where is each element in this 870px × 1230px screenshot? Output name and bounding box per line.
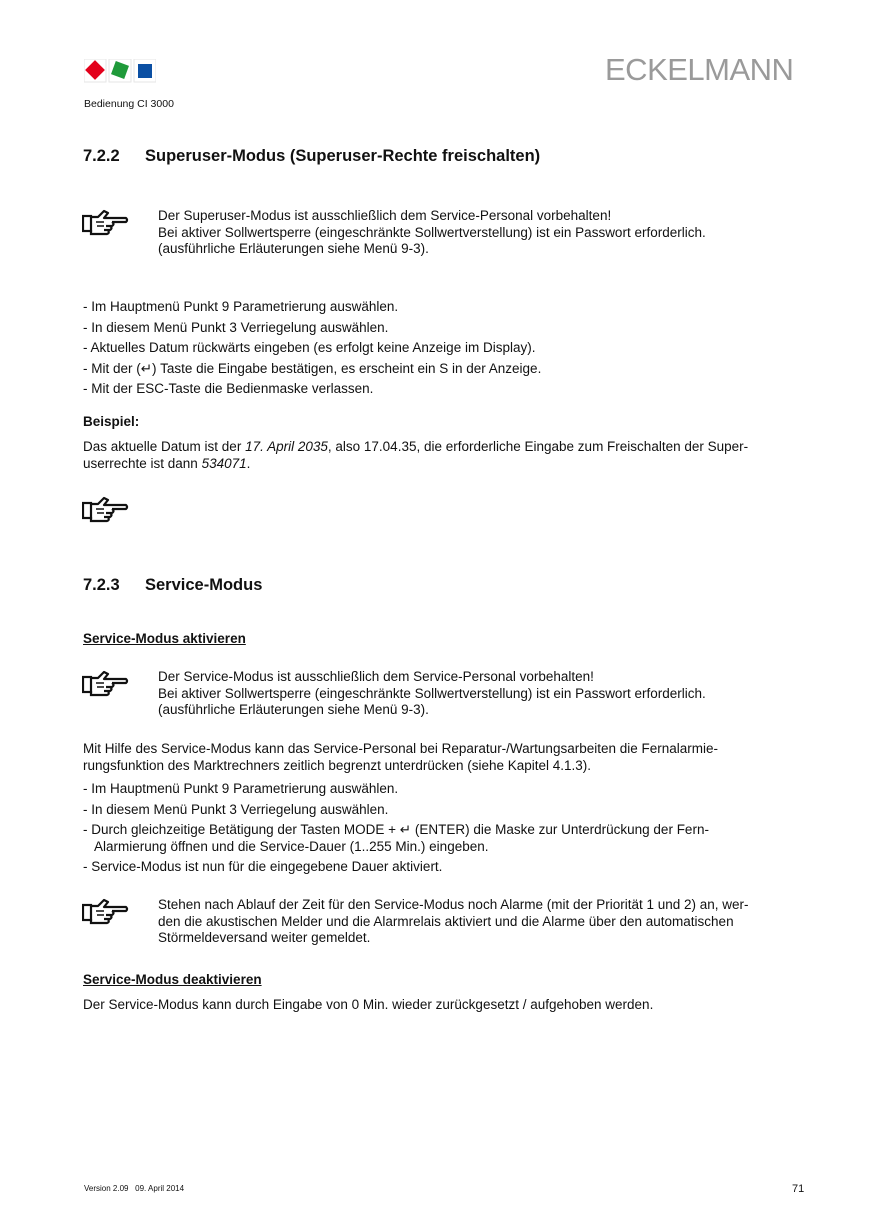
note-line: (ausführliche Erläuterungen siehe Menü 9-3). (158, 241, 429, 256)
footer-version: Version 2.09 09. April 2014 (84, 1184, 185, 1193)
note-superuser (158, 208, 808, 258)
pointing-hand-icon (82, 668, 130, 698)
steps-list-superuser (83, 299, 808, 398)
company-logo-squares (84, 59, 156, 83)
section-title: Service-Modus (145, 576, 263, 594)
document-subtitle: Bedienung CI 3000 (84, 98, 174, 110)
brand-logo-text: ECKELMANN (605, 52, 794, 87)
example-date: 17. April 2035 (245, 439, 328, 454)
section-number: 7.2.3 (83, 576, 120, 594)
step-item: Alarmierung öffnen und die Service-Dauer (1..255 Min.) eingeben. (94, 838, 489, 854)
pointing-hand-icon (82, 494, 130, 524)
steps-list-service (83, 781, 808, 876)
step-item: - Durch gleichzeitige Betätigung der Tasten MODE + ↵ (ENTER) die Maske zur Unterdrückung der Fern- (83, 822, 709, 837)
example-code: 534071 (201, 455, 247, 471)
note-line: den die akustischen Melder und die Alarmrelais aktiviert und die Alarme über den automatischen (158, 913, 734, 929)
section-heading-7-2-2 (83, 147, 540, 166)
step-item: - Service-Modus ist nun für die eingegebene Dauer aktiviert. (83, 859, 443, 874)
step-item: - Im Hauptmenü Punkt 9 Parametrierung auswählen. (83, 781, 399, 796)
note-service-expiry (158, 897, 808, 947)
step-item: - Mit der (↵) Taste die Eingabe bestätigen, es erscheint ein S in der Anzeige. (83, 360, 542, 376)
page-number: 71 (792, 1183, 805, 1195)
note-line: Der Service-Modus ist ausschließlich dem Service-Personal vorbehalten! (158, 669, 594, 684)
subheading-deactivate: Service-Modus deaktivieren (83, 972, 262, 987)
note-line: Bei aktiver Sollwertsperre (eingeschränkte Sollwertverstellung) ist ein Passwort erforderlich. (158, 224, 706, 240)
section-number: 7.2.2 (83, 147, 120, 165)
service-intro: Mit Hilfe des Service-Modus kann das Service-Personal bei Reparatur-/Wartungsarbeiten die Fernalarmie- rungsfunktion des Marktrechners zeitlich begrenzt unterdrücken (siehe Kapitel 4.1.3). (83, 741, 719, 773)
note-line: Stehen nach Ablauf der Zeit für den Service-Modus noch Alarme (mit der Priorität 1 und 2) an, wer- (158, 897, 749, 912)
note-service (158, 669, 808, 719)
note-line: Bei aktiver Sollwertsperre (eingeschränkte Sollwertverstellung) ist ein Passwort erforderlich. (158, 685, 706, 701)
step-item: - Im Hauptmenü Punkt 9 Parametrierung auswählen. (83, 299, 399, 314)
pointing-hand-icon (82, 207, 130, 237)
example-text: Das aktuelle Datum ist der 17. April 2035, also 17.04.35, die erforderliche Eingabe zum Freischalten der Super- userrechte ist dann 534071. (83, 439, 749, 471)
step-item: - In diesem Menü Punkt 3 Verriegelung auswählen. (83, 801, 389, 817)
step-item: - Mit der ESC-Taste die Bedienmaske verlassen. (83, 381, 374, 396)
note-line: Der Superuser-Modus ist ausschließlich dem Service-Personal vorbehalten! (158, 208, 612, 223)
step-item: - Aktuelles Datum rückwärts eingeben (es erfolgt keine Anzeige im Display). (83, 340, 536, 355)
section-title: Superuser-Modus (Superuser-Rechte freischalten) (145, 147, 541, 165)
deactivate-text: Der Service-Modus kann durch Eingabe von 0 Min. wieder zurückgesetzt / aufgehoben werden. (83, 997, 654, 1012)
section-heading-7-2-3 (83, 576, 262, 595)
subheading-activate: Service-Modus aktivieren (83, 631, 246, 646)
note-line: (ausführliche Erläuterungen siehe Menü 9-3). (158, 702, 429, 717)
note-line: Störmeldeversand weiter gemeldet. (158, 930, 371, 945)
pointing-hand-icon (82, 896, 130, 926)
example-label: Beispiel: (83, 414, 140, 429)
step-item: - In diesem Menü Punkt 3 Verriegelung auswählen. (83, 319, 389, 335)
